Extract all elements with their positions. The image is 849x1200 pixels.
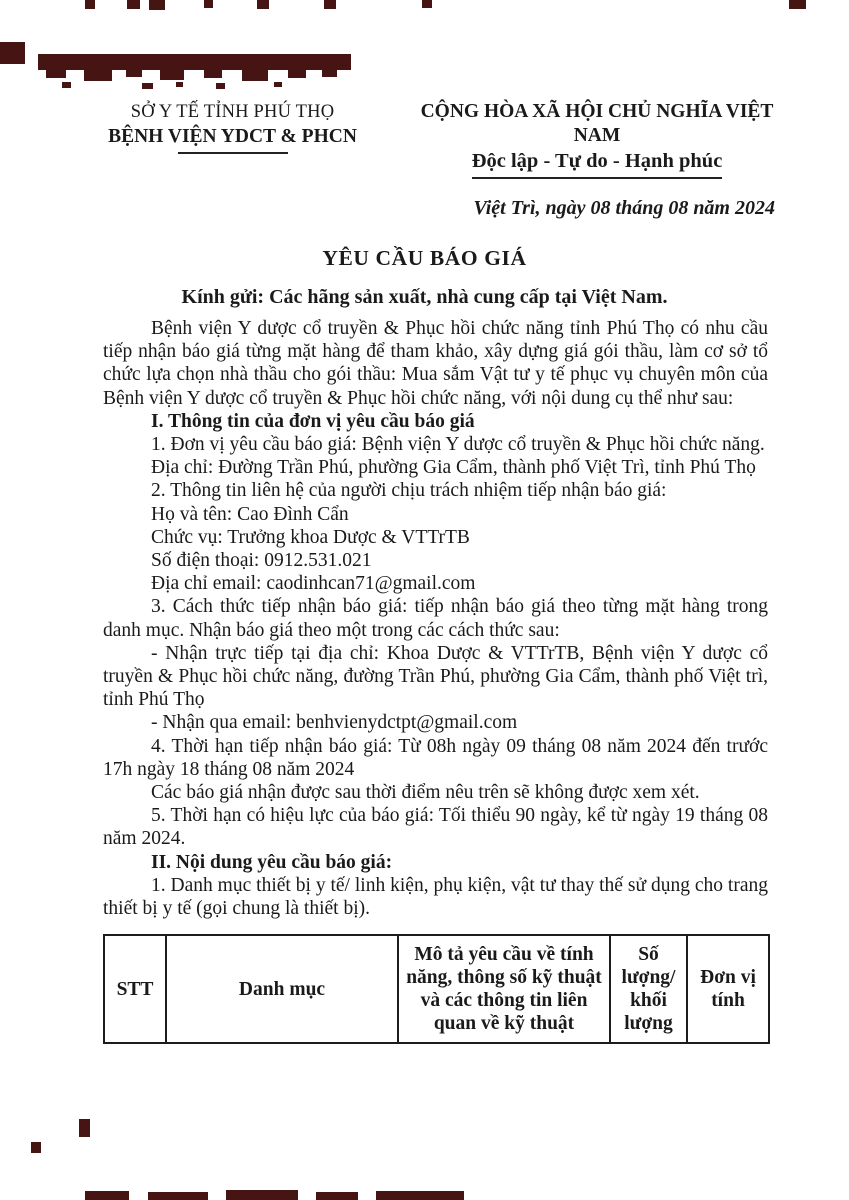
paragraph-address: Địa chỉ: Đường Trần Phú, phường Gia Cẩm, thành phố Việt Trì, tỉnh Phú Thọ	[151, 457, 756, 479]
paragraph-contact-intro: 2. Thông tin liên hệ của người chịu trách nhiệm tiếp nhận báo giá:	[151, 480, 667, 502]
scan-artifact	[127, 0, 140, 9]
scan-artifact	[204, 0, 213, 8]
paragraph-validity: 5. Thời hạn có hiệu lực của báo giá: Tối thiểu 90 ngày, kể từ ngày 19 tháng 08 năm 2024.	[103, 805, 768, 850]
scan-artifact	[79, 1119, 90, 1137]
paragraph-requesting-unit: 1. Đơn vị yêu cầu báo giá: Bệnh viện Y dược cổ truyền & Phục hồi chức năng.	[151, 434, 765, 456]
paragraph-late-note: Các báo giá nhận được sau thời điểm nêu trên sẽ không được xem xét.	[151, 782, 700, 804]
paragraph-contact-phone: Số điện thoại: 0912.531.021	[151, 550, 372, 572]
scan-artifact	[84, 70, 112, 81]
document-body	[103, 317, 768, 920]
scan-artifact	[160, 70, 184, 80]
column-header-stt: STT	[104, 935, 166, 1043]
country-title: CỘNG HÒA XÃ HỘI CHỦ NGHĨA VIỆT NAM	[420, 101, 774, 146]
national-motto: Độc lập - Tự do - Hạnh phúc	[471, 150, 723, 172]
national-motto-block	[405, 100, 789, 179]
column-header-don-vi: Đơn vị tính	[687, 935, 769, 1043]
scan-artifact	[216, 83, 225, 89]
section-heading-1: I. Thông tin của đơn vị yêu cầu báo giá	[151, 410, 475, 432]
scan-artifact	[242, 70, 268, 81]
paragraph-contact-name: Họ và tên: Cao Đình Cẩn	[151, 503, 349, 525]
section-heading-2: II. Nội dung yêu cầu báo giá:	[151, 851, 393, 873]
paragraph-receive-direct: - Nhận trực tiếp tại địa chỉ: Khoa Dược & VTTrTB, Bệnh viện Y dược cổ truyền & Phục hồi chức năng, đường Trần Phú, phường Gia Cẩm, thành phố Việt trì, tỉnh Phú Thọ	[103, 642, 768, 711]
place-date-line: Việt Trì, ngày 08 tháng 08 năm 2024	[473, 197, 775, 219]
salutation-line: Kính gửi: Các hãng sản xuất, nhà cung cấp tại Việt Nam.	[181, 286, 668, 308]
scan-artifact	[85, 1191, 129, 1200]
scan-artifact	[257, 0, 269, 9]
scan-artifact	[324, 0, 336, 9]
table-header-row	[104, 935, 769, 1043]
org-parent-name: SỞ Y TẾ TỈNH PHÚ THỌ	[130, 102, 335, 122]
scan-artifact	[31, 1142, 41, 1153]
scan-artifact	[422, 0, 432, 8]
document-title: YÊU CẦU BÁO GIÁ	[322, 246, 527, 270]
scan-artifact	[85, 0, 95, 9]
column-header-mo-ta: Mô tả yêu cầu về tính năng, thông số kỹ thuật và các thông tin liên quan về kỹ thuật	[398, 935, 610, 1043]
scan-artifact	[46, 70, 66, 78]
paragraph-receive-email: - Nhận qua email: benhvienydctpt@gmail.com	[151, 712, 518, 734]
paragraph-intro: Bệnh viện Y dược cổ truyền & Phục hồi chức năng tỉnh Phú Thọ có nhu cầu tiếp nhận báo giá từng mặt hàng để tham khảo, xây dựng giá gói thầu, làm cơ sở tổ chức lựa chọn nhà thầu cho gói thầu: Mua sắm Vật tư y tế phục vụ chuyên môn của Bệnh viện Y dược cổ truyền & Phục hồi chức năng, với nội dung cụ thể như sau:	[103, 318, 768, 409]
quotation-items-table	[103, 934, 770, 1044]
scan-artifact	[789, 0, 806, 9]
scan-artifact	[148, 1192, 208, 1200]
scan-artifact	[176, 82, 183, 87]
scan-artifact	[0, 42, 25, 64]
issuing-org-block	[60, 100, 405, 179]
column-header-so-luong: Số lượng/ khối lượng	[610, 935, 687, 1043]
scan-artifact	[322, 70, 337, 77]
document-header	[0, 0, 849, 179]
paragraph-contact-position: Chức vụ: Trưởng khoa Dược & VTTrTB	[151, 526, 470, 548]
header-underline	[178, 152, 288, 154]
paragraph-item-list-intro: 1. Danh mục thiết bị y tế/ linh kiện, phụ kiện, vật tư thay thế sử dụng cho trang thiết bị y tế (gọi chung là thiết bị).	[103, 874, 768, 920]
scan-artifact	[204, 70, 222, 78]
scan-artifact	[126, 70, 142, 77]
scan-artifact	[274, 82, 282, 87]
scan-artifact	[288, 70, 306, 78]
paragraph-deadline: 4. Thời hạn tiếp nhận báo giá: Từ 08h ngày 09 tháng 08 năm 2024 đến trước 17h ngày 18 tháng 08 năm 2024	[103, 735, 768, 780]
paragraph-receive-method: 3. Cách thức tiếp nhận báo giá: tiếp nhận báo giá theo từng mặt hàng trong danh mục. Nhận báo giá theo một trong các cách thức sau:	[103, 596, 768, 641]
header-underline	[472, 177, 722, 179]
column-header-danh-muc: Danh mục	[166, 935, 398, 1043]
org-name: BỆNH VIỆN YDCT & PHCN	[108, 126, 357, 147]
paragraph-contact-email: Địa chỉ email: caodinhcan71@gmail.com	[151, 573, 476, 595]
scan-artifact	[316, 1192, 358, 1200]
scan-artifact	[142, 83, 153, 89]
scan-artifact	[376, 1191, 464, 1200]
scan-artifact	[38, 54, 351, 70]
scan-artifact	[149, 0, 165, 10]
scan-artifact	[62, 82, 71, 88]
scan-artifact	[226, 1190, 298, 1200]
